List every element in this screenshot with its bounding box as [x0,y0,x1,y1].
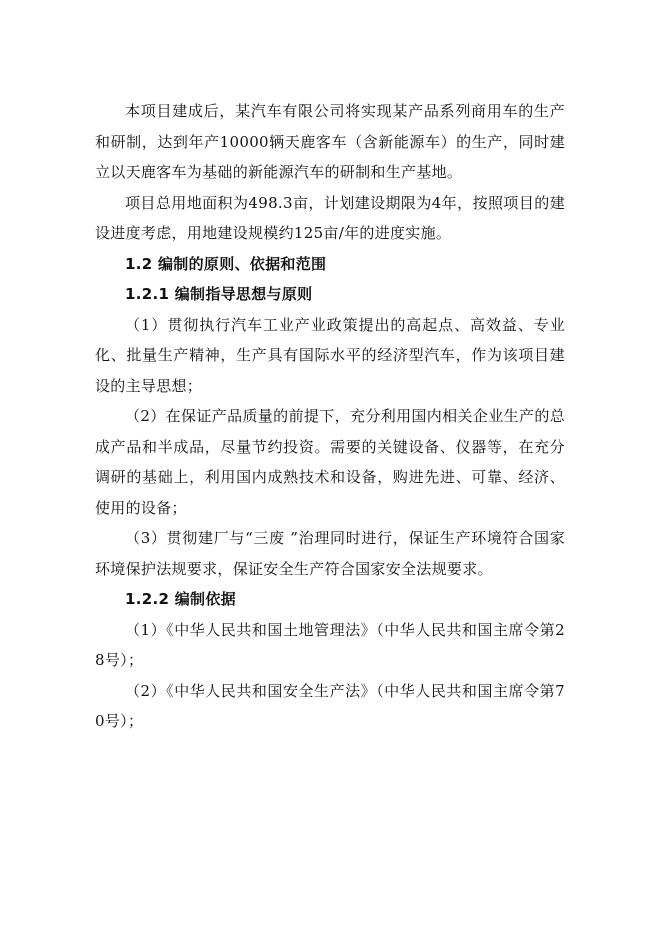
section-heading-1-2-1: 1.2.1 编制指导思想与原则 [125,285,313,303]
intro-paragraph-1: 本项目建成后，某汽车有限公司将实现某产品系列商用车的生产和研制，达到年产10000辆天鹿客车（含新能源车）的生产，同时建立以天鹿客车为基础的新能源汽车的研制和生产基地。 [95,102,565,181]
principle-item-1: （1）贯彻执行汽车工业产业政策提出的高起点、高效益、专业化、批量生产精神，生产具有国际水平的经济型汽车，作为该项目建设的主导思想； [95,315,565,395]
document-body [95,96,565,737]
principle-item-2: （2）在保证产品质量的前提下，充分利用国内相关企业生产的总成产品和半成品，尽量节约投资。需要的关键设备、仪器等，在充分调研的基础上，利用国内成熟技术和设备，购进先进、可靠、经济、使用的设备； [95,407,565,517]
section-heading-1-2: 1.2 编制的原则、依据和范围 [125,254,327,273]
intro-paragraph-2: 项目总用地面积为498.3亩，计划建设期限为4年，按照项目的建设进度考虑，用地建设规模约125亩/年的进度实施。 [95,193,565,242]
principle-item-3: （3）贯彻建厂与“三废 ”治理同时进行，保证生产环境符合国家环境保护法规要求，保证安全生产符合国家安全法规要求。 [95,529,565,578]
basis-item-2: （2）《中华人民共和国安全生产法》（中华人民共和国主席令第70号）； [95,681,565,730]
section-heading-1-2-2: 1.2.2 编制依据 [125,590,236,608]
basis-item-1: （1）《中华人民共和国土地管理法》（中华人民共和国主席令第28号）； [95,620,565,669]
